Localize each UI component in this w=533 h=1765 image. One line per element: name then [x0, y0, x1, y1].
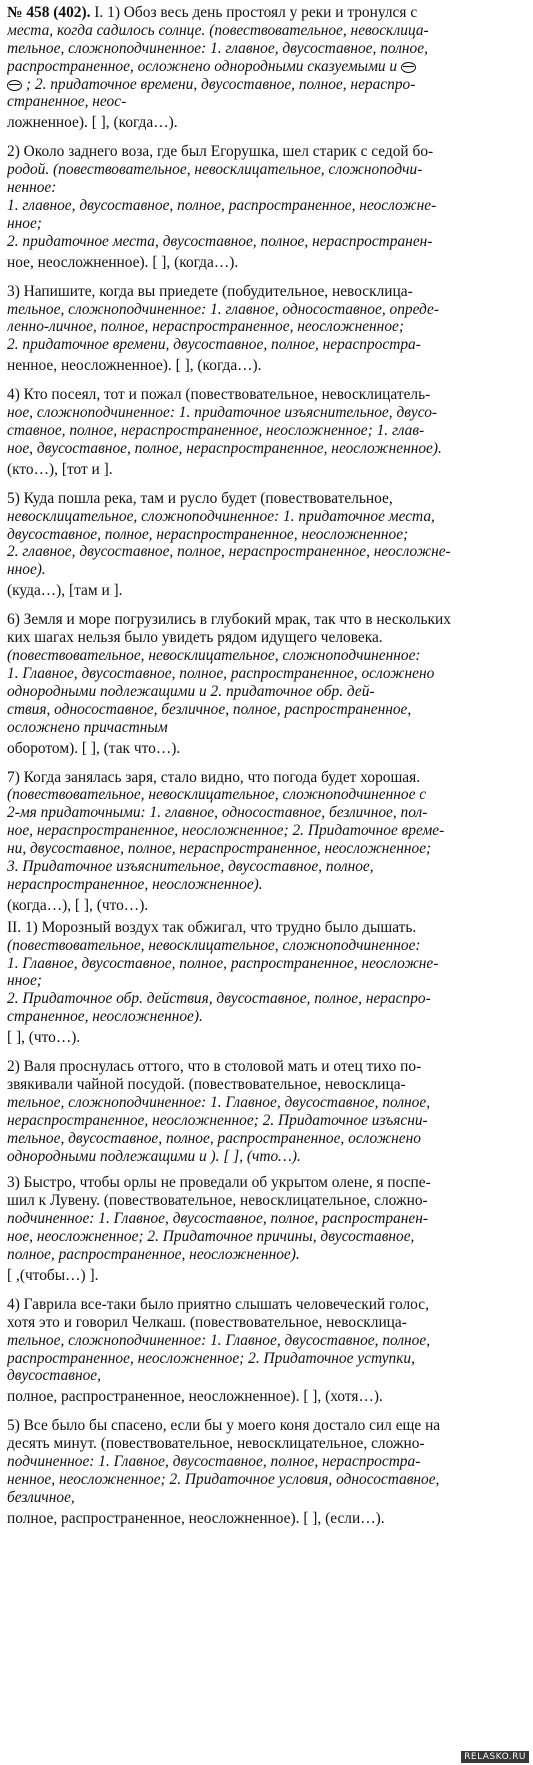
sentence-schema	[7, 1026, 529, 1049]
schema-text: [ ,(чтобы…) ].	[7, 1266, 99, 1284]
sentence-schema	[7, 894, 529, 917]
text-line: нное;	[7, 972, 42, 990]
text-line: 2. Придаточное обр. действия, двусоставное, полное, нераспро-	[7, 990, 431, 1008]
sentence-block-ii4	[7, 1296, 529, 1408]
text-line: 3) Быстро, чтобы орлы не проведали об укрытом олене, я поспе-	[7, 1174, 431, 1192]
sentence-block-ii3	[7, 1174, 529, 1286]
sentence-schema	[7, 1507, 529, 1530]
text-line: 3. Придаточное изъяснительное, двусоставное, полное,	[7, 857, 374, 875]
text-line: подчиненное: 1. Главное, двусоставное, полное, нераспростра-	[7, 1453, 421, 1471]
schema-text: ложненное). [ ], (когда…).	[7, 114, 178, 132]
text-line: ни, двусоставное, полное, нераспространенное, неосложненное;	[7, 840, 432, 858]
text-line: звякивали чайной посудой. (повествовательное, невосклица-	[7, 1075, 406, 1093]
sentence-schema	[7, 458, 529, 481]
text-span: ; 2. придаточное времени, двусоставное, полное, нераспро-	[25, 75, 416, 93]
text-line: 1) Обоз весь день простоял у реки и тронулся с	[107, 4, 418, 21]
text-line: ненное:	[7, 179, 57, 197]
sentence-schema	[7, 1385, 529, 1408]
text-line: 2) Валя проснулась оттого, что в столовой мать и отец тихо по-	[7, 1058, 422, 1076]
text-line: безличное,	[7, 1488, 75, 1506]
schema-text: (когда…), [ ], (что…).	[7, 896, 149, 914]
text-line: 4) Гаврила все-таки было приятно слышать человеческий голос,	[7, 1295, 429, 1313]
text-line: ненное, неосложненное; 2. Придаточное условия, односоставное,	[7, 1471, 440, 1488]
text-line: 2. придаточное места, двусоставное, полное, нераспространен-	[7, 232, 433, 250]
text-line	[7, 919, 529, 937]
part-one-label: I.	[94, 4, 104, 21]
text-line: (повествовательное, невосклицательное, сложноподчиненное:	[7, 647, 421, 665]
schema-text: оборотом). [ ], (так что…).	[7, 739, 181, 757]
text-line: 1. главное, двусоставное, полное, распространенное, неосложне-	[7, 197, 437, 215]
sentence-block-i1	[7, 4, 529, 134]
sentence-block-ii1	[7, 919, 529, 1049]
text-line: тельное, сложноподчиненное: 1. главное, односоставное, опреде-	[7, 300, 439, 318]
schema-text: ненное, неосложненное). [ ], (когда…).	[7, 357, 262, 375]
schema-text: полное, распространенное, неосложненное). [ ], (если…).	[7, 1509, 385, 1527]
text-span: однородными подлежащими и 2. придаточное обр. дей-	[7, 682, 375, 700]
text-line	[7, 76, 529, 94]
text-line: нераспространенное, неосложненное; 2. Придаточное изъясни-	[7, 1111, 428, 1129]
text-line: ное, неосложненное; 2. Придаточное причины, двусоставное,	[7, 1228, 415, 1246]
text-line: страненное, неосложненное).	[7, 1008, 203, 1026]
sentence-schema	[7, 579, 529, 602]
text-line: 2) Около заднего воза, где был Егорушка, шел старик с седой бо-	[7, 143, 434, 161]
text-line: ствия, односоставное, безличное, полное, распространенное,	[7, 700, 412, 718]
text-line: 1. Главное, двусоставное, полное, распространенное, неосложне-	[7, 954, 439, 972]
sentence-block-ii5	[7, 1417, 529, 1529]
text-line: ное, двусоставное, полное, нераспространенное, неосложненное).	[7, 439, 442, 457]
text-line: тельное, двусоставное, полное, распространенное, осложнено	[7, 1129, 421, 1147]
text-line: 5) Куда пошла река, там и русло будет (повествовательное,	[7, 489, 393, 507]
sentence-schema	[7, 251, 529, 274]
sentence-block-i5	[7, 490, 529, 602]
predicate-symbol-icon	[401, 62, 416, 73]
text-line: нное;	[7, 214, 42, 232]
text-line: шил к Лувену. (повествовательное, невосклицательное, сложно-	[7, 1192, 428, 1210]
text-line: десять минут. (повествовательное, невосклицательное, сложно-	[7, 1435, 425, 1453]
text-line: (повествовательное, невосклицательное, сложноподчиненное:	[7, 936, 421, 954]
sentence-schema	[7, 111, 529, 134]
sentence-schema	[7, 1264, 529, 1287]
text-line: распространенное, неосложненное; 2. Придаточное уступки,	[7, 1349, 415, 1367]
text-line: страненное, неос-	[7, 93, 127, 111]
schema-text: (кто…), [тот и ].	[7, 460, 113, 478]
sentence-schema	[7, 737, 529, 760]
schema-text: полное, распространенное, неосложненное). [ ], (хотя…).	[7, 1388, 383, 1406]
text-line: (повествовательное, невосклицательное, сложноподчиненное с	[7, 786, 427, 804]
text-line: родой. (повествовательное, невосклицательное, сложноподчи-	[7, 161, 423, 179]
text-line: двусоставное,	[7, 1367, 101, 1385]
text-line: двусоставное, полное, нераспространенное, неосложненное;	[7, 525, 409, 543]
sentence-block-ii2	[7, 1058, 529, 1165]
schema-text: ное, неосложненное). [ ], (когда…).	[7, 253, 239, 271]
text-line	[7, 683, 529, 701]
text-line: тельное, сложноподчиненное: 1. главное, двусоставное, полное,	[7, 39, 428, 57]
text-line: 6) Земля и море погрузились в глубокий мрак, так что в нескольких	[7, 611, 451, 629]
predicate-symbol-icon	[7, 80, 22, 91]
text-line: ное, сложноподчиненное: 1. придаточное изъяснительное, двусо-	[7, 404, 438, 422]
text-line: нераспространенное, неосложненное).	[7, 875, 263, 893]
part-two-label: II.	[7, 918, 22, 936]
text-line: 2. главное, двусоставное, полное, нераспространенное, неосложне-	[7, 543, 451, 561]
text-line: хотя это и говорил Челкаш. (повествовательное, невосклица-	[7, 1313, 407, 1331]
exercise-page	[7, 4, 529, 1530]
text-line: 1. Главное, двусоставное, полное, распространенное, осложнено	[7, 664, 435, 682]
sentence-block-i2	[7, 143, 529, 273]
text-line: полное, распространенное, неосложненное).	[7, 1245, 300, 1263]
text-line: тельное, сложноподчиненное: 1. Главное, двусоставное, полное,	[7, 1331, 431, 1349]
text-line: тельное, сложноподчиненное: 1. Главное, двусоставное, полное,	[7, 1093, 431, 1111]
text-line: 2. придаточное времени, двусоставное, полное, нераспростра-	[7, 336, 421, 354]
exercise-number: № 458 (402).	[7, 4, 91, 21]
text-line: 4) Кто посеял, тот и пожал (повествовательное, невосклицатель-	[7, 386, 431, 404]
text-span: 1) Морозный воздух так обжигал, что трудно было дышать.	[24, 918, 417, 936]
text-line: 5) Все было бы спасено, если бы у моего коня достало сил еще на	[7, 1417, 441, 1435]
schema-text: [ ], (что…).	[7, 1029, 81, 1047]
sentence-block-i4	[7, 386, 529, 481]
schema-text: (куда…), [там и ].	[7, 582, 123, 600]
text-line: ставное, полное, нераспространенное, неосложненное; 1. глав-	[7, 422, 425, 440]
text-line: осложнено причастным	[7, 718, 168, 736]
text-line: места, когда садилось солнце. (повествовательное, невосклица-	[7, 21, 429, 39]
text-line: ких шагах нельзя было увидеть рядом идущего человека.	[7, 629, 383, 647]
text-line: 7) Когда занялась заря, стало видно, что погода будет хорошая.	[7, 768, 421, 786]
site-watermark: RELASKO.RU	[461, 1751, 529, 1763]
text-line: невосклицательное, сложноподчиненное: 1. придаточное места,	[7, 507, 435, 525]
text-line: ленно-личное, полное, нераспространенное, неосложненное;	[7, 318, 404, 336]
text-line: 3) Напишите, когда вы приедете (побудительное, невосклица-	[7, 282, 413, 300]
text-line: нное).	[7, 561, 46, 579]
text-line: однородными подлежащими и ). [ ], (что…).	[7, 1147, 301, 1165]
sentence-schema	[7, 354, 529, 377]
exercise-header-line	[7, 4, 529, 22]
text-line: подчиненное: 1. Главное, двусоставное, полное, распространен-	[7, 1210, 428, 1228]
text-line: ное, нераспространенное, неосложненное; 2. Придаточное време-	[7, 822, 445, 840]
sentence-block-i6	[7, 611, 529, 759]
text-line	[7, 58, 529, 76]
text-line: 2-мя придаточными: 1. главное, односоставное, безличное, пол-	[7, 804, 428, 822]
sentence-block-i7	[7, 769, 529, 917]
text-span: распространенное, осложнено однородными сказуемыми и	[7, 57, 398, 75]
sentence-block-i3	[7, 283, 529, 378]
